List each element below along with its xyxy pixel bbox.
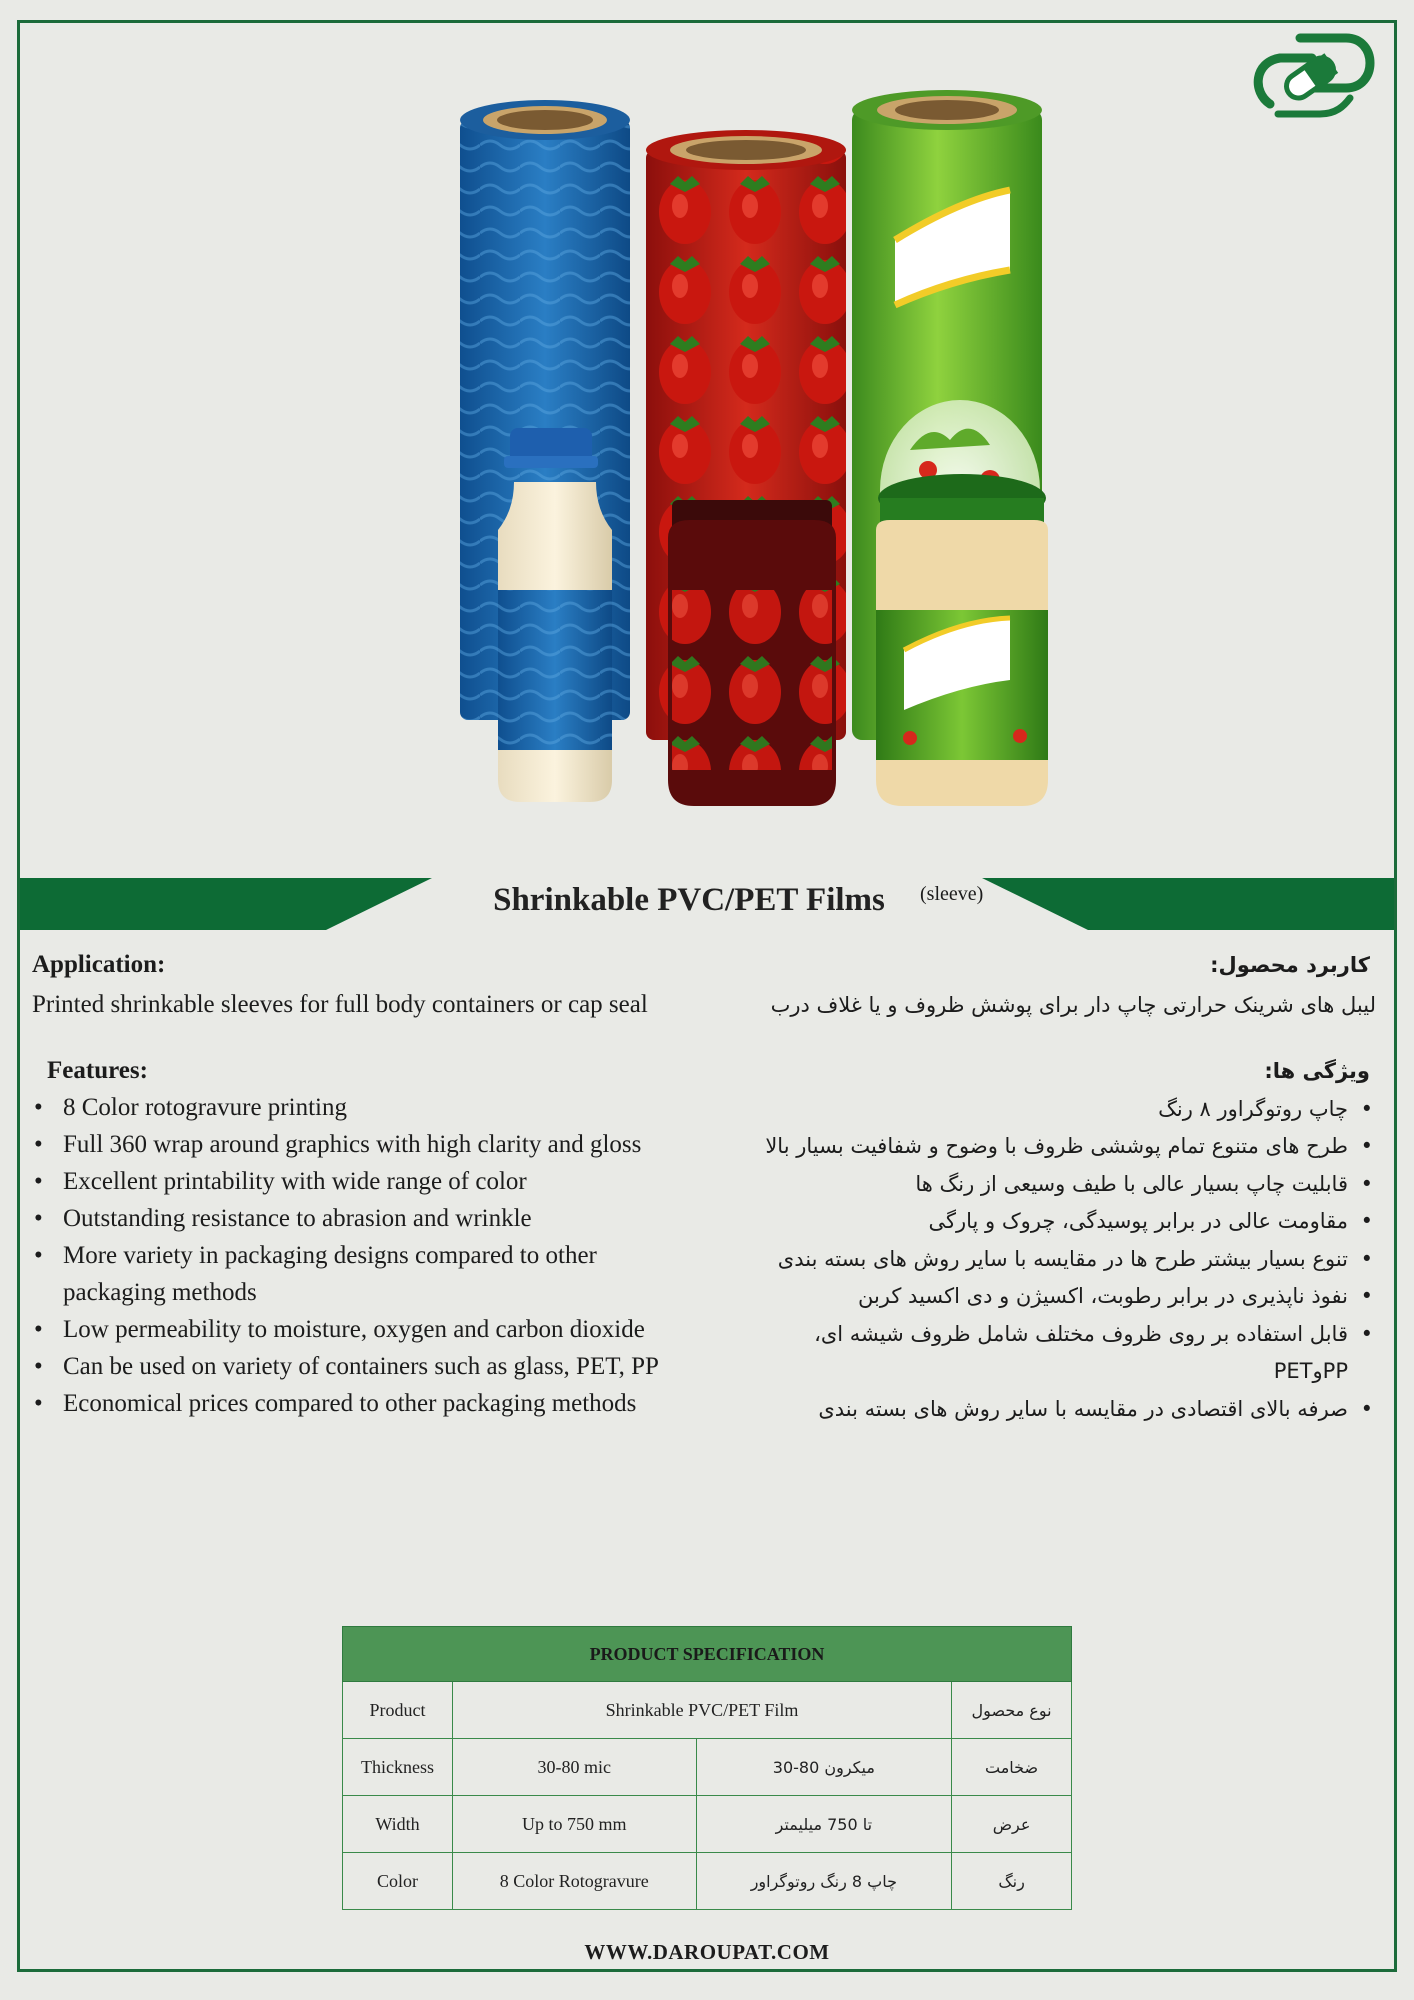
feature-fa-item: • طرح های متنوع تمام پوششی ظروف با وضوح و شفافیت بسیار بالا [736,1128,1376,1166]
spec-table-heading: PRODUCT SPECIFICATION [343,1627,1072,1682]
table-row [343,1739,1072,1796]
spec-value-fa: تا 750 میلیمتر [696,1796,952,1853]
spec-label-en: Thickness [343,1739,453,1796]
feature-fa-item: • چاپ روتوگراور ۸ رنگ [736,1091,1376,1129]
feature-fa-item: • صرفه بالای اقتصادی در مقایسه با سایر روش های بسته بندی [736,1391,1376,1429]
table-row [343,1796,1072,1853]
spec-label-fa: نوع محصول [952,1682,1072,1739]
features-heading-en: Features: [47,1057,148,1084]
table-row [343,1853,1072,1910]
spec-label-fa: عرض [952,1796,1072,1853]
spec-label-fa: ضخامت [952,1739,1072,1796]
features-heading-fa: ویژگی ها: [1264,1059,1370,1083]
title-main: Shrinkable PVC/PET Films [493,882,885,918]
application-en [32,946,648,1023]
features-list-en [32,1089,722,1422]
spec-value-en: Shrinkable PVC/PET Film [452,1682,951,1739]
spec-value-fa: میکرون 80-30 [696,1739,952,1796]
spec-value-en: 8 Color Rotogravure [452,1853,696,1910]
application-text-en: Printed shrinkable sleeves for full body containers or cap seal [32,991,648,1018]
feature-en-item: • Full 360 wrap around graphics with high clarity and gloss [32,1126,722,1163]
spec-value-en: Up to 750 mm [452,1796,696,1853]
feature-fa-item: • قابلیت چاپ بسیار عالی با طیف وسیعی از رنگ ها [736,1166,1376,1204]
company-logo [1250,26,1380,126]
feature-en-item: • Economical prices compared to other packaging methods [32,1385,722,1422]
feature-en-item: • Excellent printability with wide range of color [32,1163,722,1200]
spec-label-en: Product [343,1682,453,1739]
feature-fa-item: • قابل استفاده بر روی ظروف مختلف شامل ظروف شیشه ای، PPوPET [736,1316,1376,1391]
feature-en-item: • Low permeability to moisture, oxygen and carbon dioxide [32,1311,722,1348]
spec-label-en: Width [343,1796,453,1853]
spec-label-fa: رنگ [952,1853,1072,1910]
spec-value-en: 30-80 mic [452,1739,696,1796]
features-en [32,1052,722,1422]
application-heading-en: Application: [32,951,166,978]
application-fa [771,947,1376,1024]
application-text-fa: لیبل های شرینک حرارتی چاپ دار برای پوشش ظروف و یا غلاف درب [770,992,1376,1017]
features-list-fa [736,1091,1376,1429]
application-heading-fa: کاربرد محصول: [1210,953,1370,977]
website-link[interactable]: WWW.DAROUPAT.COM [584,1940,830,1964]
feature-en-item: • More variety in packaging designs compared to other packaging methods [32,1237,653,1311]
feature-fa-item: • تنوع بسیار بیشتر طرح ها در مقایسه با سایر روش های بسته بندی [736,1241,1376,1279]
page-title [0,882,1414,919]
product-photo [440,90,1100,830]
table-row [343,1682,1072,1739]
feature-fa-item: • مقاومت عالی در برابر پوسیدگی، چروک و پارگی [736,1203,1376,1241]
feature-en-item: • Can be used on variety of containers such as glass, PET, PP [32,1348,722,1385]
title-sleeve-note: (sleeve) [920,883,984,905]
product-spec-table [342,1626,1072,1910]
feature-en-item: • 8 Color rotogravure printing [32,1089,722,1126]
feature-fa-item: • نفوذ ناپذیری در برابر رطوبت، اکسیژن و دی اکسید کربن [736,1278,1376,1316]
spec-value-fa: چاپ 8 رنگ روتوگراور [696,1853,952,1910]
spec-label-en: Color [343,1853,453,1910]
feature-en-item: • Outstanding resistance to abrasion and wrinkle [32,1200,722,1237]
features-fa [736,1053,1376,1428]
